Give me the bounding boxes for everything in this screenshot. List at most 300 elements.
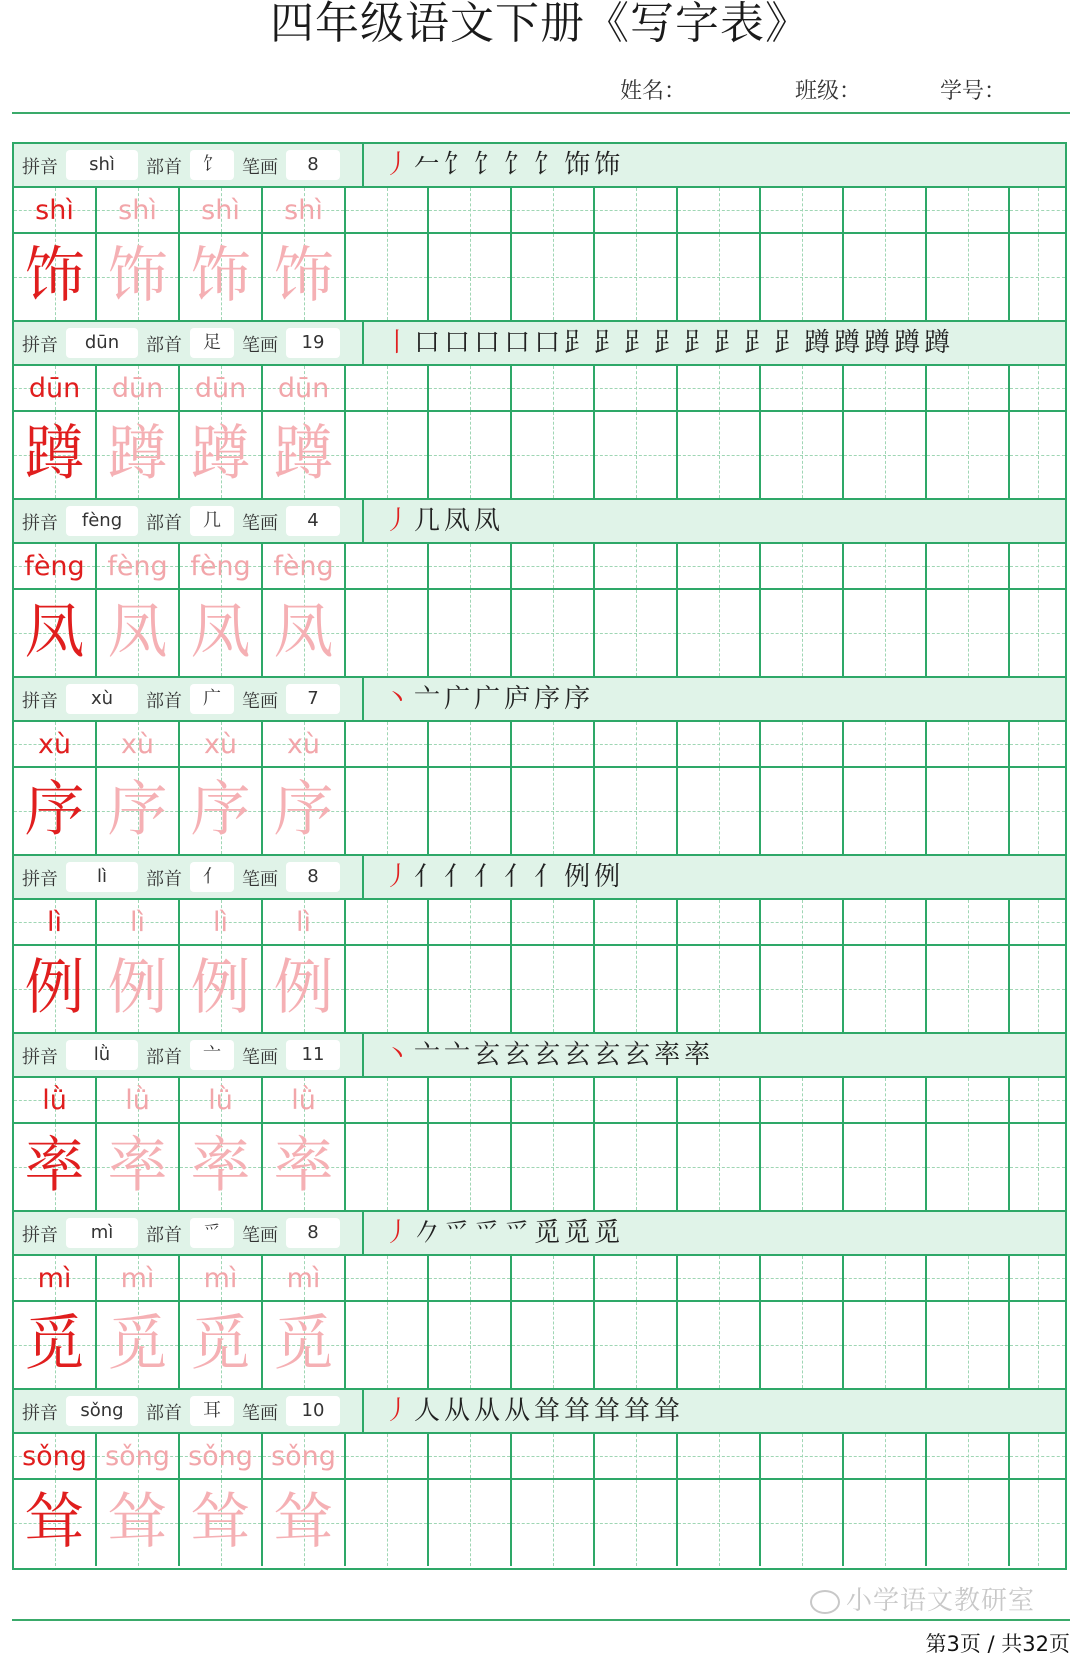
entry-header: [14, 322, 1065, 366]
page-number: 第3页 / 共32页: [925, 1632, 1070, 1656]
pinyin-practice-row: [14, 366, 1065, 412]
grid-guide-vertical: [802, 768, 803, 854]
stroke-step: 丿: [384, 1218, 415, 1248]
pinyin-grid-cell: [263, 1078, 346, 1122]
student-id-label: 学号：: [940, 79, 1007, 104]
grid-guide-vertical: [387, 768, 388, 854]
entry-meta: [14, 678, 364, 720]
grid-guide-vertical: [553, 544, 554, 588]
character-grid-cell: [180, 1480, 263, 1566]
pinyin-grid-cell: [761, 188, 844, 232]
grid-guide-vertical: [885, 590, 886, 676]
character-grid-cell: [180, 234, 263, 320]
grid-guide-vertical: [636, 366, 637, 410]
trace-pinyin: xù: [286, 729, 321, 760]
character-grid-cell: [595, 1124, 678, 1210]
strokes-value: 10: [286, 1396, 340, 1426]
pinyin-value: fèng: [66, 506, 138, 536]
character-grid-cell: [1010, 234, 1065, 320]
pinyin-grid-cell: [97, 722, 180, 766]
radical-label: 部首: [146, 691, 182, 712]
grid-guide-vertical: [636, 412, 637, 498]
pinyin-grid-cell: [346, 900, 429, 944]
character-entry: [14, 856, 1065, 1034]
grid-guide-vertical: [719, 722, 720, 766]
pinyin-grid-cell: [263, 366, 346, 410]
character-grid-cell: [844, 768, 927, 854]
entry-meta: [14, 856, 364, 898]
stroke-step: 口: [414, 328, 445, 358]
grid-guide-vertical: [636, 722, 637, 766]
stroke-step: 广: [444, 684, 475, 714]
grid-guide-vertical: [1038, 412, 1039, 498]
pinyin-grid-cell: [927, 188, 1010, 232]
class-label: 班级：: [795, 79, 862, 104]
grid-guide-vertical: [719, 590, 720, 676]
character-grid-cell: [1010, 1302, 1065, 1388]
pinyin-grid-cell: [844, 900, 927, 944]
grid-guide-vertical: [885, 1302, 886, 1388]
grid-guide-vertical: [636, 900, 637, 944]
pinyin-label: 拼音: [22, 157, 58, 178]
pinyin-grid-cell: [97, 188, 180, 232]
strokes-value: 8: [286, 1218, 340, 1248]
stroke-step: 例: [564, 862, 595, 892]
character-grid-cell: [97, 412, 180, 498]
pinyin-grid-cell: [97, 1078, 180, 1122]
character-grid-cell: [844, 412, 927, 498]
grid-guide-vertical: [1038, 946, 1039, 1032]
grid-guide-vertical: [553, 234, 554, 320]
stroke-step: 𧾷: [624, 328, 655, 358]
grid-guide-vertical: [719, 188, 720, 232]
trace-pinyin: lǜ: [291, 1085, 316, 1116]
entry-meta: [14, 1212, 364, 1254]
stroke-step: 耸: [534, 1396, 565, 1426]
pinyin-practice-row: [14, 1256, 1065, 1302]
grid-guide-vertical: [1038, 188, 1039, 232]
stroke-step: 口: [504, 328, 535, 358]
pinyin-grid-cell: [1010, 1434, 1065, 1478]
pinyin-grid-cell: [263, 1256, 346, 1300]
grid-guide-vertical: [387, 1434, 388, 1478]
character-grid-cell: [678, 1124, 761, 1210]
grid-guide-vertical: [387, 366, 388, 410]
character-practice-row: [14, 1124, 1065, 1210]
pinyin-grid-cell: [678, 1256, 761, 1300]
pinyin-label: 拼音: [22, 1225, 58, 1246]
pinyin-grid-cell: [761, 1078, 844, 1122]
grid-guide-vertical: [553, 768, 554, 854]
stroke-step: 𠂉: [414, 150, 445, 180]
entry-meta: [14, 322, 364, 364]
pinyin-grid-cell: [678, 188, 761, 232]
model-character: 饰: [24, 241, 85, 311]
character-grid-cell: [512, 1480, 595, 1566]
grid-guide-vertical: [387, 900, 388, 944]
pinyin-grid-cell: [1010, 1078, 1065, 1122]
character-grid-cell: [429, 1302, 512, 1388]
grid-guide-vertical: [885, 234, 886, 320]
pinyin-grid-cell: [512, 188, 595, 232]
pinyin-practice-row: [14, 722, 1065, 768]
character-practice-row: [14, 234, 1065, 320]
entry-meta: [14, 1034, 364, 1076]
pinyin-grid-cell: [512, 722, 595, 766]
stroke-step: 玄: [474, 1040, 505, 1070]
grid-guide-vertical: [387, 1256, 388, 1300]
grid-guide-vertical: [553, 366, 554, 410]
model-character: 耸: [24, 1487, 85, 1557]
trace-character: 例: [107, 953, 168, 1023]
pinyin-practice-row: [14, 900, 1065, 946]
trace-character: 序: [190, 775, 251, 845]
pinyin-grid-cell: [595, 900, 678, 944]
pinyin-grid-cell: [97, 1434, 180, 1478]
grid-guide-vertical: [802, 412, 803, 498]
trace-character: 率: [190, 1131, 251, 1201]
trace-character: 饰: [273, 241, 334, 311]
character-grid-cell: [512, 1124, 595, 1210]
pinyin-practice-row: [14, 1078, 1065, 1124]
trace-character: 例: [190, 953, 251, 1023]
stroke-step: 丿: [384, 862, 415, 892]
character-grid-cell: [512, 768, 595, 854]
character-grid-cell: [346, 590, 429, 676]
pinyin-grid-cell: [512, 544, 595, 588]
character-grid-cell: [346, 412, 429, 498]
pinyin-grid-cell: [927, 366, 1010, 410]
trace-character: 饰: [190, 241, 251, 311]
grid-guide-vertical: [387, 1480, 388, 1566]
stroke-step: 亠: [414, 1040, 445, 1070]
stroke-order: [384, 1216, 624, 1250]
pinyin-grid-cell: [595, 722, 678, 766]
grid-guide-vertical: [553, 1480, 554, 1566]
grid-guide-vertical: [802, 366, 803, 410]
pinyin-grid-cell: [180, 366, 263, 410]
trace-pinyin: fèng: [190, 551, 251, 582]
stroke-step: 从: [444, 1396, 475, 1426]
pinyin-grid-cell: [180, 188, 263, 232]
stroke-order: [384, 1038, 714, 1072]
character-grid-cell: [263, 590, 346, 676]
pinyin-grid-cell: [14, 1434, 97, 1478]
pinyin-grid-cell: [844, 1078, 927, 1122]
model-pinyin: fèng: [24, 551, 85, 582]
stroke-step: 口: [534, 328, 565, 358]
character-grid-cell: [346, 946, 429, 1032]
pinyin-grid-cell: [1010, 544, 1065, 588]
pinyin-grid-cell: [761, 1256, 844, 1300]
radical-value: 几: [190, 506, 234, 536]
trace-character: 凤: [273, 597, 334, 667]
character-entry: [14, 678, 1065, 856]
pinyin-grid-cell: [346, 722, 429, 766]
character-grid-cell: [678, 234, 761, 320]
trace-pinyin: dūn: [194, 373, 247, 404]
grid-guide-vertical: [802, 590, 803, 676]
grid-guide-vertical: [387, 1302, 388, 1388]
strokes-label: 笔画: [242, 1403, 278, 1424]
pinyin-grid-cell: [761, 1434, 844, 1478]
character-practice-row: [14, 412, 1065, 498]
radical-value: 亻: [190, 862, 234, 892]
radical-value: 广: [190, 684, 234, 714]
stroke-step: 凤: [474, 506, 505, 536]
grid-guide-vertical: [885, 1124, 886, 1210]
grid-guide-vertical: [968, 544, 969, 588]
trace-character: 率: [273, 1131, 334, 1201]
character-grid-cell: [263, 768, 346, 854]
character-grid-cell: [346, 1124, 429, 1210]
pinyin-grid-cell: [761, 722, 844, 766]
trace-character: 蹲: [190, 419, 251, 489]
grid-guide-vertical: [387, 1078, 388, 1122]
pinyin-grid-cell: [429, 722, 512, 766]
stroke-step: 庐: [504, 684, 535, 714]
grid-guide-vertical: [387, 412, 388, 498]
grid-guide-vertical: [802, 1124, 803, 1210]
trace-character: 蹲: [107, 419, 168, 489]
pinyin-grid-cell: [927, 722, 1010, 766]
character-entry: [14, 322, 1065, 500]
radical-label: 部首: [146, 335, 182, 356]
grid-guide-vertical: [802, 1256, 803, 1300]
strokes-value: 8: [286, 150, 340, 180]
top-divider: [12, 112, 1070, 114]
character-grid-cell: [927, 590, 1010, 676]
pinyin-grid-cell: [761, 366, 844, 410]
character-grid-cell: [429, 946, 512, 1032]
character-grid-cell: [761, 1124, 844, 1210]
character-grid-cell: [761, 1302, 844, 1388]
grid-guide-vertical: [885, 900, 886, 944]
character-grid-cell: [429, 768, 512, 854]
trace-character: 耸: [273, 1487, 334, 1557]
pinyin-grid-cell: [927, 1434, 1010, 1478]
entry-meta: [14, 1390, 364, 1432]
character-grid-cell: [761, 234, 844, 320]
stroke-step: 丿: [384, 150, 415, 180]
character-grid-cell: [927, 946, 1010, 1032]
grid-guide-vertical: [968, 412, 969, 498]
pinyin-grid-cell: [180, 1256, 263, 1300]
stroke-step: 玄: [594, 1040, 625, 1070]
model-character: 序: [24, 775, 85, 845]
stroke-step: 广: [474, 684, 505, 714]
grid-guide-vertical: [553, 900, 554, 944]
grid-guide-vertical: [553, 1078, 554, 1122]
stroke-step: 玄: [564, 1040, 595, 1070]
pinyin-grid-cell: [14, 366, 97, 410]
grid-guide-vertical: [968, 946, 969, 1032]
character-grid-cell: [97, 768, 180, 854]
grid-guide-vertical: [636, 544, 637, 588]
trace-pinyin: lì: [295, 907, 311, 938]
stroke-step: 亻: [474, 862, 505, 892]
pinyin-grid-cell: [346, 1078, 429, 1122]
grid-guide-vertical: [719, 1124, 720, 1210]
stroke-step: 丿: [384, 1396, 415, 1426]
pinyin-label: 拼音: [22, 869, 58, 890]
character-grid-cell: [512, 946, 595, 1032]
radical-label: 部首: [146, 157, 182, 178]
strokes-label: 笔画: [242, 869, 278, 890]
radical-label: 部首: [146, 513, 182, 534]
stroke-step: 亻: [534, 862, 565, 892]
trace-pinyin: xù: [120, 729, 155, 760]
watermark-text: 小学语文教研室: [846, 1586, 1036, 1616]
stroke-step: 耸: [564, 1396, 595, 1426]
character-grid-cell: [927, 1124, 1010, 1210]
pinyin-grid-cell: [678, 1434, 761, 1478]
stroke-step: 丿: [384, 506, 415, 536]
trace-pinyin: sǒng: [188, 1441, 253, 1472]
character-grid-cell: [512, 412, 595, 498]
grid-guide-vertical: [968, 590, 969, 676]
grid-guide-vertical: [470, 1302, 471, 1388]
pinyin-grid-cell: [927, 1078, 1010, 1122]
grid-guide-vertical: [968, 1434, 969, 1478]
grid-guide-vertical: [553, 188, 554, 232]
grid-guide-vertical: [470, 412, 471, 498]
wechat-icon: [810, 1590, 840, 1614]
character-practice-row: [14, 590, 1065, 676]
model-character: 凤: [24, 597, 85, 667]
character-grid-cell: [14, 412, 97, 498]
watermark: [810, 1580, 1035, 1617]
pinyin-grid-cell: [14, 188, 97, 232]
grid-guide-vertical: [470, 1078, 471, 1122]
character-grid-cell: [97, 1480, 180, 1566]
model-character: 率: [24, 1131, 85, 1201]
trace-pinyin: dūn: [277, 373, 330, 404]
grid-guide-vertical: [719, 412, 720, 498]
strokes-value: 8: [286, 862, 340, 892]
trace-character: 凤: [190, 597, 251, 667]
trace-character: 凤: [107, 597, 168, 667]
stroke-step: 饣: [534, 150, 565, 180]
pinyin-grid-cell: [595, 544, 678, 588]
character-grid-cell: [927, 1480, 1010, 1566]
pinyin-grid-cell: [512, 1256, 595, 1300]
pinyin-grid-cell: [844, 722, 927, 766]
grid-guide-vertical: [553, 1302, 554, 1388]
pinyin-value: lì: [66, 862, 138, 892]
trace-character: 序: [273, 775, 334, 845]
character-grid-cell: [1010, 768, 1065, 854]
stroke-step: 口: [444, 328, 475, 358]
pinyin-grid-cell: [678, 544, 761, 588]
character-grid-cell: [180, 590, 263, 676]
grid-guide-vertical: [470, 900, 471, 944]
character-grid-cell: [678, 412, 761, 498]
pinyin-grid-cell: [263, 722, 346, 766]
pinyin-value: lǜ: [66, 1040, 138, 1070]
character-grid-cell: [97, 590, 180, 676]
pinyin-grid-cell: [761, 544, 844, 588]
grid-guide-vertical: [968, 234, 969, 320]
grid-guide-vertical: [1038, 1124, 1039, 1210]
entry-header: [14, 144, 1065, 188]
stroke-step: 亠: [414, 684, 445, 714]
model-pinyin: shì: [35, 195, 74, 226]
grid-guide-vertical: [387, 1124, 388, 1210]
character-grid-cell: [180, 412, 263, 498]
radical-value: 饣: [190, 150, 234, 180]
character-grid-cell: [595, 412, 678, 498]
grid-guide-vertical: [719, 366, 720, 410]
pinyin-grid-cell: [346, 366, 429, 410]
character-grid-cell: [97, 946, 180, 1032]
character-grid-cell: [844, 590, 927, 676]
pinyin-grid-cell: [1010, 900, 1065, 944]
grid-guide-vertical: [1038, 590, 1039, 676]
stroke-step: 序: [534, 684, 565, 714]
grid-guide-vertical: [719, 544, 720, 588]
character-practice-row: [14, 1302, 1065, 1388]
grid-guide-vertical: [885, 1256, 886, 1300]
stroke-order: [384, 682, 594, 716]
grid-guide-vertical: [968, 900, 969, 944]
stroke-step: 亻: [504, 862, 535, 892]
model-pinyin: xù: [37, 729, 72, 760]
grid-guide-vertical: [1038, 722, 1039, 766]
pinyin-grid-cell: [97, 366, 180, 410]
strokes-value: 19: [286, 328, 340, 358]
pinyin-grid-cell: [346, 544, 429, 588]
character-grid-cell: [429, 234, 512, 320]
grid-guide-vertical: [1038, 1434, 1039, 1478]
character-grid-cell: [844, 946, 927, 1032]
grid-guide-vertical: [719, 1302, 720, 1388]
pinyin-grid-cell: [844, 544, 927, 588]
grid-guide-vertical: [1038, 366, 1039, 410]
entry-header: [14, 856, 1065, 900]
pinyin-label: 拼音: [22, 1047, 58, 1068]
trace-character: 饰: [107, 241, 168, 311]
character-entry: [14, 500, 1065, 678]
grid-guide-vertical: [470, 366, 471, 410]
grid-guide-vertical: [470, 1256, 471, 1300]
pinyin-practice-row: [14, 544, 1065, 590]
character-grid-cell: [927, 412, 1010, 498]
pinyin-grid-cell: [263, 188, 346, 232]
grid-guide-vertical: [885, 188, 886, 232]
grid-guide-vertical: [470, 188, 471, 232]
character-grid-cell: [263, 234, 346, 320]
grid-guide-vertical: [802, 188, 803, 232]
trace-pinyin: shì: [201, 195, 240, 226]
grid-guide-vertical: [719, 1480, 720, 1566]
character-practice-row: [14, 1480, 1065, 1566]
pinyin-grid-cell: [429, 1078, 512, 1122]
pinyin-grid-cell: [678, 1078, 761, 1122]
grid-guide-vertical: [387, 188, 388, 232]
radical-value: 爫: [190, 1218, 234, 1248]
grid-guide-vertical: [470, 1124, 471, 1210]
stroke-order: [384, 860, 624, 894]
stroke-step: 饣: [474, 150, 505, 180]
model-pinyin: mì: [37, 1263, 72, 1294]
grid-guide-vertical: [885, 1480, 886, 1566]
character-grid-cell: [761, 590, 844, 676]
character-grid-cell: [761, 768, 844, 854]
radical-label: 部首: [146, 869, 182, 890]
character-grid-cell: [595, 768, 678, 854]
character-entry: [14, 1034, 1065, 1212]
